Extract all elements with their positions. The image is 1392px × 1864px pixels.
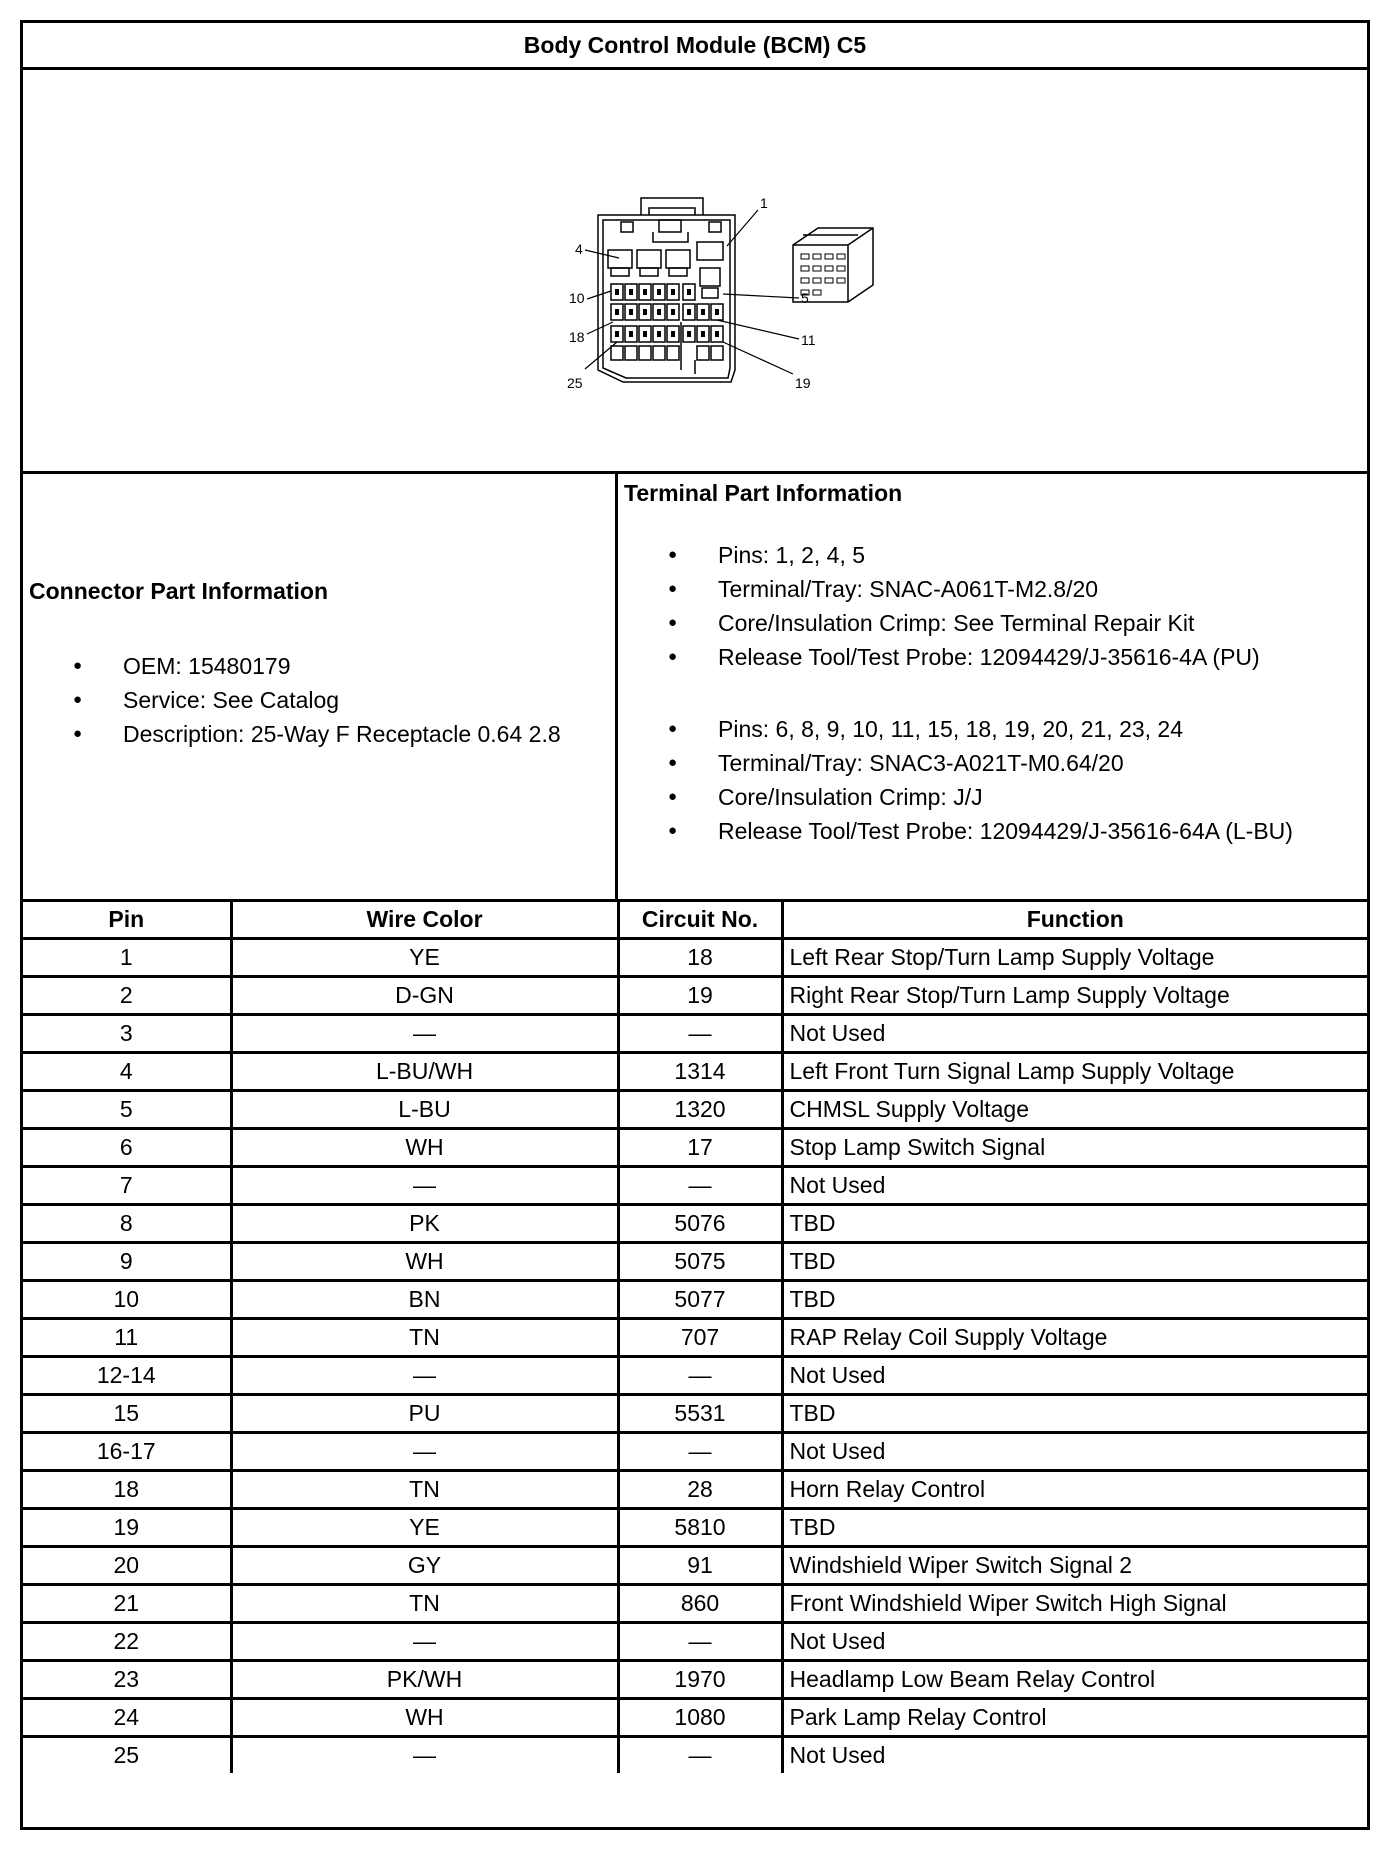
table-row [23, 939, 1367, 977]
table-row [23, 1547, 1367, 1585]
wire-color-cell: L-BU/WH [231, 1053, 618, 1091]
wire-color-cell: PU [231, 1395, 618, 1433]
callout-25: 25 [567, 375, 583, 391]
table-row [23, 1053, 1367, 1091]
table-row [23, 1623, 1367, 1661]
pin-cell: 4 [23, 1053, 231, 1091]
circuit-cell: 1320 [618, 1091, 782, 1129]
list-item: ● Service: See Catalog [23, 683, 561, 717]
callout-10: 10 [569, 290, 585, 306]
circuit-cell: 5076 [618, 1205, 782, 1243]
function-cell: TBD [782, 1205, 1367, 1243]
wire-color-cell: TN [231, 1471, 618, 1509]
function-cell: Not Used [782, 1623, 1367, 1661]
circuit-cell: — [618, 1357, 782, 1395]
table-row [23, 1661, 1367, 1699]
circuit-cell: — [618, 1167, 782, 1205]
wire-color-cell: WH [231, 1129, 618, 1167]
wire-color-cell: PK/WH [231, 1661, 618, 1699]
circuit-cell: 1314 [618, 1053, 782, 1091]
circuit-cell: 5810 [618, 1509, 782, 1547]
circuit-cell: 5531 [618, 1395, 782, 1433]
pinout-table-body [23, 939, 1367, 1774]
terminal-info-heading: Terminal Part Information [624, 480, 903, 506]
wire-color-cell: L-BU [231, 1091, 618, 1129]
function-cell: Left Rear Stop/Turn Lamp Supply Voltage [782, 939, 1367, 977]
function-cell: Not Used [782, 1737, 1367, 1774]
pin-cell: 2 [23, 977, 231, 1015]
pin-cell: 21 [23, 1585, 231, 1623]
table-row [23, 1129, 1367, 1167]
callout-4: 4 [575, 241, 583, 257]
circuit-cell: 91 [618, 1547, 782, 1585]
pin-cell: 16-17 [23, 1433, 231, 1471]
function-cell: Not Used [782, 1015, 1367, 1053]
list-item: ● Description: 25-Way F Receptacle 0.64 2.8 [23, 717, 561, 751]
list-item: ● Core/Insulation Crimp: J/J [618, 780, 1293, 814]
pin-cell: 18 [23, 1471, 231, 1509]
table-row [23, 1243, 1367, 1281]
table-row [23, 1319, 1367, 1357]
wire-color-cell: — [231, 1623, 618, 1661]
circuit-cell: 17 [618, 1129, 782, 1167]
pin-cell: 15 [23, 1395, 231, 1433]
wire-color-cell: GY [231, 1547, 618, 1585]
table-row [23, 1509, 1367, 1547]
circuit-cell: — [618, 1433, 782, 1471]
list-item: ● Pins: 6, 8, 9, 10, 11, 15, 18, 19, 20, 21, 23, 24 [618, 712, 1293, 746]
function-cell: TBD [782, 1243, 1367, 1281]
pin-cell: 22 [23, 1623, 231, 1661]
function-cell: TBD [782, 1509, 1367, 1547]
wire-color-cell: — [231, 1433, 618, 1471]
table-row [23, 1471, 1367, 1509]
wire-color-cell: — [231, 1737, 618, 1774]
pin-cell: 6 [23, 1129, 231, 1167]
table-row [23, 1281, 1367, 1319]
circuit-cell: 860 [618, 1585, 782, 1623]
function-cell: TBD [782, 1281, 1367, 1319]
table-row [23, 1699, 1367, 1737]
function-cell: Not Used [782, 1433, 1367, 1471]
header-circuit-no: Circuit No. [618, 902, 782, 939]
connector-face-illustration [23, 70, 1367, 471]
circuit-cell: 5075 [618, 1243, 782, 1281]
wire-color-cell: — [231, 1167, 618, 1205]
pin-cell: 12-14 [23, 1357, 231, 1395]
terminal-part-info [618, 474, 1367, 899]
wire-color-cell: WH [231, 1699, 618, 1737]
list-item: ● Release Tool/Test Probe: 12094429/J-35616-4A (PU) [618, 640, 1260, 674]
terminal-group-1 [618, 538, 1260, 674]
function-cell: Horn Relay Control [782, 1471, 1367, 1509]
connector-document [20, 20, 1370, 1830]
circuit-cell: — [618, 1737, 782, 1774]
pin-cell: 7 [23, 1167, 231, 1205]
pin-cell: 1 [23, 939, 231, 977]
list-item: ● Terminal/Tray: SNAC3-A021T-M0.64/20 [618, 746, 1293, 780]
connector-info-list [23, 649, 561, 751]
pin-cell: 19 [23, 1509, 231, 1547]
wire-color-cell: TN [231, 1319, 618, 1357]
callout-18: 18 [569, 329, 585, 345]
pinout-table [23, 902, 1367, 1773]
circuit-cell: 1080 [618, 1699, 782, 1737]
wire-color-cell: WH [231, 1243, 618, 1281]
function-cell: TBD [782, 1395, 1367, 1433]
function-cell: Not Used [782, 1357, 1367, 1395]
function-cell: Stop Lamp Switch Signal [782, 1129, 1367, 1167]
pin-cell: 8 [23, 1205, 231, 1243]
table-row [23, 1395, 1367, 1433]
circuit-cell: 18 [618, 939, 782, 977]
connector-part-info [23, 474, 618, 899]
callout-5: 5 [801, 290, 809, 306]
pin-cell: 3 [23, 1015, 231, 1053]
function-cell: Not Used [782, 1167, 1367, 1205]
part-information [23, 474, 1367, 902]
header-pin: Pin [23, 902, 231, 939]
table-row [23, 1737, 1367, 1774]
wire-color-cell: YE [231, 939, 618, 977]
circuit-cell: — [618, 1015, 782, 1053]
document-title: Body Control Module (BCM) C5 [23, 23, 1367, 70]
pin-cell: 20 [23, 1547, 231, 1585]
connector-info-heading: Connector Part Information [29, 578, 329, 604]
circuit-cell: 28 [618, 1471, 782, 1509]
list-item: ● Terminal/Tray: SNAC-A061T-M2.8/20 [618, 572, 1260, 606]
wire-color-cell: PK [231, 1205, 618, 1243]
pin-cell: 5 [23, 1091, 231, 1129]
circuit-cell: — [618, 1623, 782, 1661]
function-cell: RAP Relay Coil Supply Voltage [782, 1319, 1367, 1357]
pin-cell: 9 [23, 1243, 231, 1281]
terminal-group-2 [618, 712, 1293, 848]
list-item: ● Pins: 1, 2, 4, 5 [618, 538, 1260, 572]
circuit-cell: 19 [618, 977, 782, 1015]
table-row [23, 1167, 1367, 1205]
function-cell: Park Lamp Relay Control [782, 1699, 1367, 1737]
pin-cell: 11 [23, 1319, 231, 1357]
pin-cell: 24 [23, 1699, 231, 1737]
function-cell: Left Front Turn Signal Lamp Supply Voltage [782, 1053, 1367, 1091]
table-row [23, 1091, 1367, 1129]
wire-color-cell: BN [231, 1281, 618, 1319]
table-row [23, 1205, 1367, 1243]
circuit-cell: 707 [618, 1319, 782, 1357]
list-item: ● OEM: 15480179 [23, 649, 561, 683]
function-cell: Headlamp Low Beam Relay Control [782, 1661, 1367, 1699]
wire-color-cell: YE [231, 1509, 618, 1547]
callout-1: 1 [760, 195, 768, 211]
pin-cell: 25 [23, 1737, 231, 1774]
list-item: ● Release Tool/Test Probe: 12094429/J-35616-64A (L-BU) [618, 814, 1293, 848]
table-row [23, 1585, 1367, 1623]
header-function: Function [782, 902, 1367, 939]
callout-11: 11 [801, 332, 816, 348]
table-row [23, 1357, 1367, 1395]
wire-color-cell: TN [231, 1585, 618, 1623]
circuit-cell: 5077 [618, 1281, 782, 1319]
function-cell: Front Windshield Wiper Switch High Signal [782, 1585, 1367, 1623]
function-cell: CHMSL Supply Voltage [782, 1091, 1367, 1129]
pin-cell: 23 [23, 1661, 231, 1699]
wire-color-cell: — [231, 1357, 618, 1395]
function-cell: Right Rear Stop/Turn Lamp Supply Voltage [782, 977, 1367, 1015]
table-row [23, 977, 1367, 1015]
list-item: ● Core/Insulation Crimp: See Terminal Repair Kit [618, 606, 1260, 640]
circuit-cell: 1970 [618, 1661, 782, 1699]
header-wire-color: Wire Color [231, 902, 618, 939]
wire-color-cell: D-GN [231, 977, 618, 1015]
table-row [23, 1433, 1367, 1471]
pin-cell: 10 [23, 1281, 231, 1319]
table-header-row [23, 902, 1367, 939]
table-row [23, 1015, 1367, 1053]
connector-diagram [23, 70, 1367, 474]
callout-19: 19 [795, 375, 811, 391]
function-cell: Windshield Wiper Switch Signal 2 [782, 1547, 1367, 1585]
wire-color-cell: — [231, 1015, 618, 1053]
